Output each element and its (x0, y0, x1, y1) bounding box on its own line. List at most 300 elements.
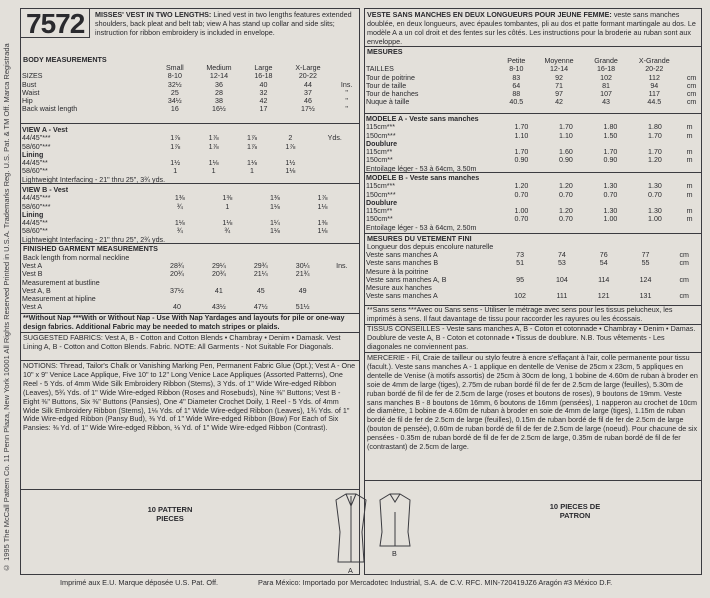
table-cell (588, 140, 633, 148)
table-cell: 28¾ (170, 262, 184, 270)
table-cell: 115cm*** (366, 123, 396, 132)
table-cell (333, 64, 360, 72)
table-cell: Veste sans manches B (366, 259, 439, 268)
table-cell: 1.20 (648, 156, 662, 165)
french-footer: Para México: Importado por Mercadotec Industrial, S.A. de C.V. RFC. MIN-720419JZ6 Aragón #3 México D.F. (258, 578, 613, 587)
table-row (364, 182, 702, 190)
table-cell: 40 (259, 80, 268, 89)
table-cell: 1.70 (648, 131, 662, 140)
table-cell (499, 284, 541, 292)
table-cell: 1.10 (559, 131, 573, 140)
table-row (20, 211, 360, 219)
mesures-table (364, 57, 702, 107)
table-row (364, 191, 702, 199)
mesures-heading: MESURES (367, 47, 403, 56)
table-row (20, 151, 360, 159)
table-cell: 1.10 (514, 131, 529, 140)
table-cell: 0.70 (559, 190, 573, 199)
table-cell: 47½ (253, 303, 268, 312)
table-cell: 1⅞ (317, 194, 328, 203)
table-cell: 1.80 (603, 123, 618, 132)
table-cell: m (686, 148, 693, 157)
table-cell: Hip (22, 97, 33, 106)
table-cell: 1⅞ (208, 134, 219, 143)
table-row (20, 279, 360, 287)
table-cell: 104 (555, 275, 568, 284)
table-cell: cm (679, 251, 689, 259)
table-row (20, 219, 360, 227)
divider (20, 123, 360, 124)
table-cell (499, 268, 541, 276)
table-cell: 17 (259, 105, 268, 114)
table-cell: 1.60 (559, 148, 573, 157)
table-cell: 42 (555, 98, 563, 107)
table-cell (346, 211, 360, 219)
body-measurements-table (20, 64, 360, 114)
table-cell: 1⅛ (317, 227, 328, 236)
table-cell: 1⅛ (285, 167, 296, 176)
table-cell: 1⅛ (222, 219, 233, 228)
french-title: VESTE SANS MANCHES EN DEUX LONGUEURS POUR JEUNE FEMME: (367, 10, 612, 19)
table-cell (310, 126, 360, 134)
table-cell: Vest A (22, 262, 43, 270)
table-cell: 20¾ (170, 270, 184, 279)
table-cell (156, 295, 198, 303)
table-cell: 1 (211, 167, 216, 176)
table-cell: Vest A (22, 303, 43, 312)
tissus-conseilles: TISSUS CONSEILLES - Veste sans manches A, B - Coton et cotonnade • Chambray • Denim • Damas. Doublure de veste A, B - Coton et cotonnade • Tissus de doublure. N.B. Tous vêtements - Les diagonales ne conviennent pas. (367, 324, 696, 351)
table-cell (204, 211, 252, 219)
table-cell: Lightweight Interfacing - 21" thru 25", 2¾ yds. (22, 235, 166, 244)
table-row (364, 65, 702, 73)
table-cell (633, 199, 678, 207)
table-cell: Moyenne (544, 57, 574, 65)
table-cell: 44/45"*** (22, 194, 51, 203)
mesures-fini-sub: Longueur dos depuis encolure naturelle (367, 242, 494, 251)
table-row (364, 199, 702, 207)
nap-note: **Without Nap ***With or Without Nap - Use With Nap Yardages and layouts for pile or one-way design fabrics. Additional Fabric may be needed to match stripes or plaids. (23, 313, 345, 331)
table-cell: Lightweight Interfacing - 21" thru 25", 3¾ yds. (22, 175, 166, 184)
table-cell: 150cm** (366, 156, 393, 165)
table-cell: 21¼ (253, 270, 268, 279)
table-cell: 1.00 (514, 207, 529, 216)
table-cell: 150cm** (366, 215, 393, 224)
table-cell: Entoilage léger - 53 à 64cm, 2.50m (366, 223, 477, 232)
table-cell: 1.20 (559, 182, 573, 191)
table-cell: Doublure (366, 139, 398, 148)
divider (364, 352, 702, 353)
vest-a-detail (346, 494, 356, 562)
table-row (364, 284, 702, 292)
notions: NOTIONS: Thread, Tailor's Chalk or Vanishing Marking Pen, Permanent Fabric Glue (Opt.); Vest A - One 10" x 9" Venice Lace Applique, Five 10" to 12" Long Venice Lace Appliques (Assorted Patterns), One Reel - 5 Yds. of 4mm Wide Silk Embroidery Ribbon (Stems), 3 Yds. of 1" Wide Wire-edged Ribbon (Leaves), 5¾ Yds. of 1" Wide Wire-edged Ribbon (Roses and Rosebuds), Nine ⅜" Buttons; Vest B - Eight ⅜" Buttons, Six ⅜" Buttons (Pansies), One 4" Diameter Crochet Doily, 1 Reel - 5 Yds. of 4mm Wide Silk Embroidery Ribbon (Stems), 1⅛ Yds. of 1" Wide Wire-edged Ribbon (Leaves), 1¾ Yds. of 1" Wide Wire-edged Ribbon (Pansy Bud), ⅜ Yd. of 1" Wide Wire-edged Ribbon (Bow) For Each of Six Pansies: ⅜ Yd. of 1" Wide Wire-edged Ribbon, ⅛ Yd. of 1" Wide Wire-edged Ribbon (Contrast). (23, 362, 356, 433)
table-cell: m (686, 190, 693, 199)
table-cell: 111 (556, 292, 568, 301)
table-cell: 1.30 (648, 182, 662, 191)
table-cell: 1⅞ (170, 142, 181, 151)
pattern-number: 7572 (26, 8, 85, 39)
table-cell: 0.90 (514, 156, 529, 165)
table-cell (204, 186, 252, 194)
french-description (367, 11, 699, 47)
table-cell (544, 115, 589, 123)
table-cell (20, 64, 156, 72)
table-cell: 44/45"** (22, 219, 48, 228)
table-cell: 83 (512, 73, 521, 82)
table-cell: 0.70 (514, 215, 529, 224)
table-row (20, 227, 360, 235)
table-row (364, 259, 702, 267)
table-cell (194, 126, 232, 134)
table-cell: cm (679, 275, 689, 284)
table-cell: 53 (557, 259, 566, 268)
table-cell: 112 (648, 73, 660, 82)
table-cell: 1⅛ (269, 202, 280, 211)
table-cell: 107 (600, 90, 612, 99)
table-cell: 58/60"** (22, 167, 48, 176)
table-cell (324, 279, 360, 287)
table-row (20, 105, 360, 113)
table-row (20, 194, 360, 202)
table-row (364, 132, 702, 140)
table-cell: 30¼ (295, 262, 310, 270)
table-cell: 37½ (170, 286, 184, 295)
table-cell: Veste sans manches A, B (366, 275, 447, 284)
table-row (20, 81, 360, 89)
table-cell (233, 126, 271, 134)
table-cell: Grande (594, 57, 618, 65)
table-cell: 1⅛ (269, 227, 280, 236)
table-row (364, 90, 702, 98)
table-cell: 49 (298, 286, 307, 295)
table-cell: VIEW A - Vest (22, 126, 68, 134)
table-cell: cm (686, 98, 697, 107)
table-cell: VIEW B - Vest (22, 186, 69, 194)
table-cell: cm (679, 259, 689, 268)
table-cell (588, 115, 633, 123)
table-cell: 76 (599, 251, 608, 259)
table-cell: Tour de poitrine (366, 73, 415, 82)
table-cell: Vest A, B (22, 286, 51, 295)
table-cell: 71 (555, 81, 563, 90)
table-cell: 117 (648, 90, 660, 99)
suggested-fabrics: SUGGESTED FABRICS: Vest A, B - Cotton and Cotton Blends • Chambray • Denim • Damask. Vest Lining A, B - Cotton and Cotton Blends. Fabric. NOTE: All Garments - Not Suitable For Diagonals. (23, 333, 341, 351)
table-cell: Petite (507, 57, 526, 65)
table-cell (346, 203, 360, 211)
table-cell: 51 (516, 259, 525, 268)
table-cell: cm (686, 81, 697, 90)
table-cell: 40.5 (509, 98, 524, 107)
table-cell: cm (686, 73, 697, 82)
table-cell (271, 126, 309, 134)
table-cell: ¾ (224, 227, 231, 236)
divider (364, 480, 702, 481)
table-cell (588, 199, 633, 207)
table-cell (299, 211, 347, 219)
table-row (20, 262, 360, 270)
table-cell (544, 199, 589, 207)
table-cell (156, 211, 204, 219)
table-cell: 115cm*** (366, 182, 396, 191)
table-cell (583, 284, 625, 292)
mesures-fini-heading: MESURES DU VETEMENT FINI (367, 234, 472, 243)
table-cell: 17½ (301, 105, 315, 114)
table-cell: 12-14 (209, 72, 229, 81)
table-cell: 42 (259, 97, 268, 106)
table-cell: 81 (602, 81, 610, 90)
table-cell: 55 (641, 259, 650, 268)
table-row (20, 287, 360, 295)
table-row (364, 123, 702, 131)
table-cell: 46 (304, 97, 312, 106)
table-cell: 1.70 (559, 123, 573, 132)
table-row (364, 74, 702, 82)
table-cell: " (345, 97, 348, 106)
table-cell (240, 295, 282, 303)
table-row (364, 115, 702, 123)
table-cell (346, 227, 360, 235)
table-cell: 44.5 (647, 98, 662, 107)
table-cell: Tour de hanches (366, 90, 419, 99)
table-cell: ¾ (176, 227, 183, 236)
table-cell: 1⅜ (317, 219, 328, 228)
table-cell: Entoilage léger - 53 à 64cm, 3.50m (366, 164, 477, 173)
table-cell (499, 140, 544, 148)
table-cell: 43½ (211, 303, 226, 312)
drawing-label-b: B (392, 549, 397, 558)
table-row (364, 98, 702, 106)
table-cell: 40 (173, 303, 181, 312)
table-cell: 1.70 (648, 148, 662, 157)
table-cell: 150cm*** (366, 131, 396, 140)
table-cell (677, 140, 702, 148)
table-cell: 115cm** (366, 207, 393, 216)
table-cell: Bust (22, 80, 37, 89)
table-cell: Waist (22, 88, 40, 97)
table-cell (625, 268, 667, 276)
mercerie: MERCERIE - Fil, Craie de tailleur ou stylo feutre à encre s'effaçant à l'air, colle permanente pour tissu (facult.). Veste sans manches A - 1 applique en dentelle de Venise de 25cm x 23cm, 5 appliques en dentelle de Venise (à motifs assortis) de 25cm à 30cm de long, 1 bobine de 4.60m de ruban à broder en soie de 4mm de large (tiges), 2.75m de ruban bordé fil de fer de 2.5cm de large (feuilles), 5.30m de ruban bordé de fil de fer de 2.5cm de large (roses et boutons de roses), 9 boutons de 19mm. Veste sans manches B - 8 boutons de 16mm, 6 boutons de 16mm (pensées), 1 napperon au crochet de 10cm de diamètre, 1 bobine de 4.60m de ruban à broder en soie de 4mm de large (tiges), 1.15m de ruban bordé de fil de fer de 2.5cm de large (feuilles), 0.15m de ruban bordé de fil de fer de 2.5cm de large (bouton de pensée), 0.60m de ruban bordé de fil de fer de 2.5cm de large (noeud). Pour chacune de six pensées - 0.35m de ruban bordé de fil de fer de 2.5cm de large, 0.35m de ruban bordé de fil de fer (contrastant) de 2.5cm de large. (367, 354, 698, 452)
table-cell: 20¾ (211, 270, 226, 279)
table-cell (194, 151, 232, 159)
table-cell: 32 (259, 88, 268, 97)
table-cell (156, 186, 204, 194)
table-cell: 44 (304, 80, 312, 89)
table-cell: Medium (206, 64, 232, 72)
table-cell (544, 140, 589, 148)
table-row (364, 268, 702, 276)
table-cell (198, 295, 240, 303)
english-footer: Imprimé aux E.U. Marque déposée U.S. Pat. Off. (60, 578, 219, 587)
table-cell (271, 151, 309, 159)
table-cell: m (686, 123, 693, 132)
table-cell: Back waist length (22, 105, 78, 114)
table-cell: 0.70 (603, 190, 618, 199)
modele-a-table (364, 115, 702, 173)
table-cell: 44/45"*** (22, 134, 51, 143)
finished-sub: Back length from normal neckline (23, 253, 130, 262)
table-cell: 1⅛ (247, 159, 257, 168)
table-cell: 16 (170, 105, 179, 114)
english-pattern-pieces: 10 PATTERN PIECES (147, 505, 193, 523)
table-cell: Large (254, 64, 273, 72)
table-cell (198, 279, 240, 287)
table-cell (364, 57, 499, 65)
drawing-label-a: A (348, 566, 353, 575)
table-cell (541, 284, 583, 292)
table-cell: 1.80 (648, 123, 662, 132)
table-cell (156, 279, 198, 287)
table-row (20, 97, 360, 105)
table-cell: cm (679, 292, 689, 301)
table-cell: 29¾ (253, 262, 268, 270)
table-cell: 12-14 (549, 65, 569, 74)
table-row (364, 148, 702, 156)
table-cell: 1⅞ (208, 142, 219, 151)
table-cell: 20-22 (298, 72, 318, 81)
table-cell (541, 268, 583, 276)
table-row (364, 156, 702, 164)
divider (364, 113, 702, 114)
table-cell (625, 284, 667, 292)
table-row (20, 203, 360, 211)
english-description-text: Lined vest in two lengths features extended shoulders, back pleat and belt tab; view A has stand up collar and side slits; instruction for ribbon embroidery is included in envelope. (95, 10, 352, 37)
table-cell: 1⅜ (222, 194, 233, 203)
finished-measurements-table (20, 262, 360, 312)
table-cell: 121 (597, 292, 610, 301)
mesures-fini-table (364, 251, 702, 301)
table-cell (310, 151, 360, 159)
table-row (364, 215, 702, 223)
table-cell: 1⅛ (317, 202, 328, 211)
table-cell (666, 268, 702, 276)
table-cell (282, 295, 324, 303)
table-cell: Doublure (366, 198, 398, 207)
table-cell: 38 (215, 97, 223, 106)
table-row (364, 57, 702, 65)
view-b-yardage-table (20, 186, 360, 244)
table-cell (240, 279, 282, 287)
table-cell: 1.00 (648, 215, 662, 224)
table-cell (233, 151, 271, 159)
table-cell: 1⅞ (247, 134, 257, 143)
table-row (20, 186, 360, 194)
english-description (95, 11, 357, 38)
table-cell: " (345, 105, 348, 114)
table-cell: X-Large (295, 64, 321, 72)
table-cell: Measurement at hipline (22, 295, 96, 304)
table-cell: Measurement at bustline (22, 278, 100, 287)
table-cell: 45 (256, 286, 265, 295)
table-cell: 16½ (212, 105, 226, 114)
table-cell: " (345, 88, 348, 97)
french-pattern-pieces: 10 PIECES DE PATRON (549, 502, 601, 520)
table-cell: Tour de taille (366, 81, 407, 90)
table-cell: 44/45"** (22, 159, 48, 168)
table-cell (333, 72, 360, 80)
table-cell: 64 (512, 81, 521, 90)
table-cell (681, 57, 702, 65)
table-cell: cm (686, 90, 697, 99)
table-cell: 1.30 (603, 182, 618, 191)
table-cell: 37 (304, 88, 312, 97)
table-cell: 25 (170, 88, 179, 97)
table-cell (677, 174, 702, 182)
table-cell: 58/60"*** (22, 202, 51, 211)
table-cell: Small (165, 64, 184, 72)
table-cell: m (686, 207, 693, 216)
table-cell: Lining (22, 150, 44, 159)
table-row (20, 303, 360, 311)
table-cell: Ins. (336, 262, 348, 270)
table-cell: 0.70 (648, 190, 662, 199)
table-cell: 41 (214, 286, 223, 295)
table-cell: 102 (514, 292, 527, 301)
table-cell (677, 199, 702, 207)
table-cell: 1.20 (559, 207, 573, 216)
copyright-side-text: © 1995 The McCall Pattern Co. 11 Penn Plaza, New York 10001 All Rights Reserved Printed in U.S.A. Trademarks Reg. U.S. Pat. & TM Off. Marca Registrada (2, 43, 11, 572)
table-row (20, 134, 360, 142)
table-cell: 1⅞ (285, 142, 296, 151)
divider (20, 489, 360, 490)
table-cell (346, 194, 360, 202)
table-row (20, 89, 360, 97)
divider (20, 183, 360, 184)
table-cell (251, 186, 299, 194)
table-row (364, 207, 702, 215)
table-cell: Lining (22, 210, 44, 219)
table-cell: 97 (555, 90, 563, 99)
table-cell: ¾ (176, 202, 183, 211)
table-cell (324, 303, 360, 311)
table-cell (324, 287, 360, 295)
table-cell: 58/60"*** (22, 142, 51, 151)
table-cell: m (686, 215, 693, 224)
table-cell: 150cm*** (366, 190, 396, 199)
table-cell: Ins. (340, 80, 353, 89)
table-cell: 1⅞ (247, 142, 257, 151)
table-cell (681, 65, 702, 73)
table-cell (156, 151, 194, 159)
english-title: MISSES' VEST IN TWO LENGTHS: (95, 10, 212, 19)
table-cell: 1.70 (603, 148, 618, 157)
table-row (20, 159, 360, 167)
divider (364, 172, 702, 173)
table-cell: 43 (602, 98, 610, 107)
table-cell (346, 186, 360, 194)
table-cell (588, 174, 633, 182)
table-cell: 0.90 (603, 156, 618, 165)
modele-b-table (364, 174, 702, 232)
table-cell: Nuque à taille (366, 98, 410, 107)
table-cell (310, 167, 360, 175)
table-cell: 0.70 (559, 215, 573, 224)
table-cell: 1¼ (269, 219, 280, 228)
table-cell (282, 279, 324, 287)
table-cell: 114 (598, 275, 610, 284)
table-cell: 0.90 (559, 156, 573, 165)
view-a-yardage-table (20, 126, 360, 184)
table-row (364, 292, 702, 300)
table-cell (310, 159, 360, 167)
table-row (20, 295, 360, 303)
table-cell (666, 284, 702, 292)
table-cell: 92 (555, 73, 563, 82)
table-cell: 1.30 (603, 207, 618, 216)
table-cell: 131 (639, 292, 652, 301)
table-cell: 1.30 (648, 207, 662, 216)
table-row (20, 143, 360, 151)
table-row (364, 140, 702, 148)
divider (20, 360, 360, 361)
